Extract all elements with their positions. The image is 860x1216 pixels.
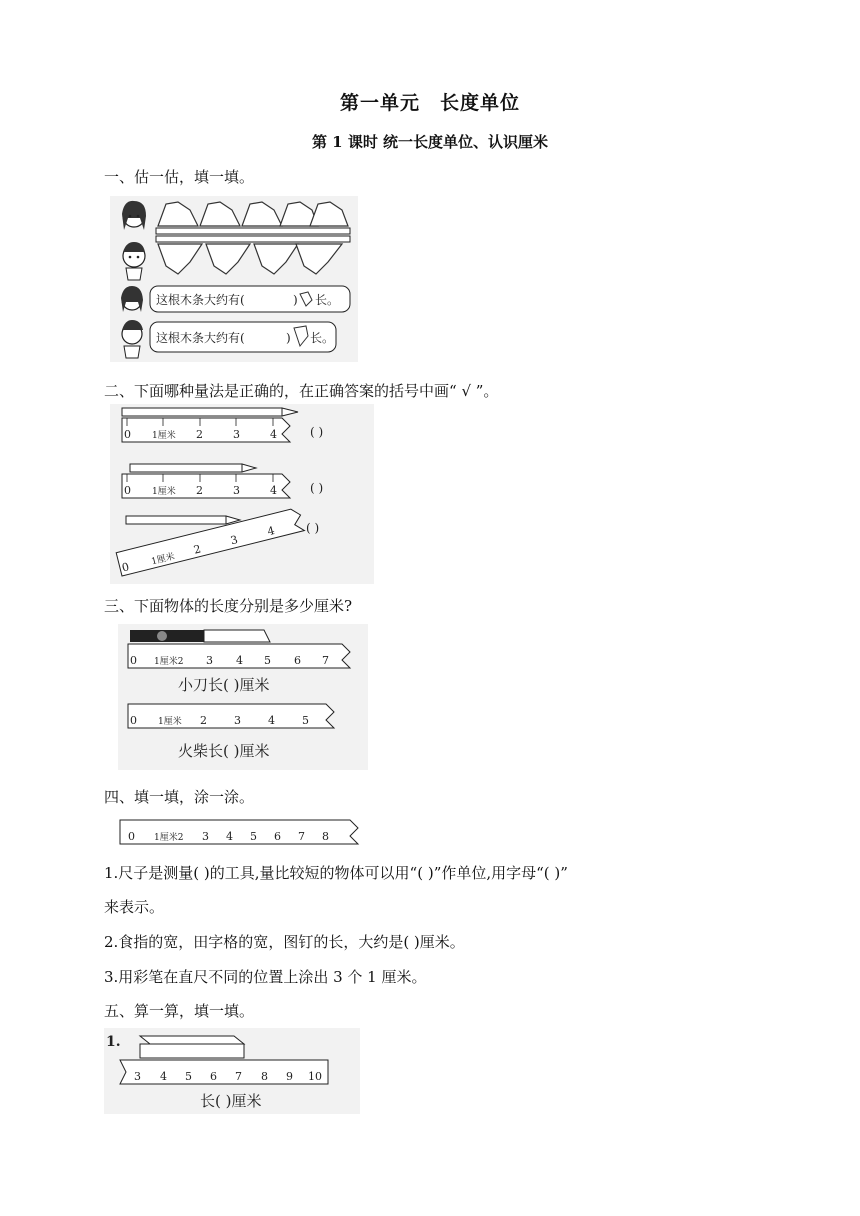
svg-text:0: 0: [130, 714, 137, 727]
svg-text:3: 3: [134, 1070, 141, 1083]
svg-text:0: 0: [130, 654, 137, 667]
svg-text:4: 4: [268, 714, 275, 727]
svg-text:4: 4: [236, 654, 243, 667]
section-4-ruler: [118, 814, 362, 852]
svg-text:长。: 长。: [310, 331, 335, 345]
svg-text:4: 4: [226, 830, 233, 843]
eraser-icon: [140, 1036, 244, 1058]
svg-text:9: 9: [286, 1070, 293, 1083]
answer-blank-b: ( ): [310, 481, 324, 495]
svg-text:10: 10: [308, 1070, 322, 1083]
eraser-ruler: [120, 1060, 328, 1084]
svg-text:0: 0: [128, 830, 135, 843]
section-4-heading: 四、填一填，涂一涂。: [104, 788, 255, 806]
svg-text:1厘米2: 1厘米2: [154, 833, 184, 843]
svg-text:3: 3: [233, 484, 240, 497]
svg-text:1厘米: 1厘米: [150, 551, 176, 568]
svg-text:8: 8: [322, 830, 329, 843]
question-4-1-line-1: 1.尺子是测量( )的工具,量比较短的物体可以用“( )”作单位,用字母“( )”: [104, 864, 568, 882]
svg-text:4: 4: [270, 428, 277, 441]
svg-text:1厘米: 1厘米: [158, 717, 182, 727]
svg-text:5: 5: [250, 830, 257, 843]
hand-span-illustration: [110, 196, 360, 362]
eraser-ruler-illustration: [104, 1028, 362, 1114]
svg-text:1厘米: 1厘米: [152, 431, 176, 441]
knife-and-match-rulers: [118, 624, 370, 770]
section-5-heading: 五、算一算，填一填。: [104, 1002, 255, 1020]
question-4-2: 2.食指的宽，田字格的宽，图钉的长，大约是( )厘米。: [104, 933, 465, 951]
svg-text:1厘米: 1厘米: [152, 487, 176, 497]
svg-text:3: 3: [202, 830, 209, 843]
svg-text:长。: 长。: [315, 293, 340, 307]
svg-text:4: 4: [160, 1070, 167, 1083]
section-2-heading: 二、下面哪种量法是正确的，在正确答案的括号中画“ √ ”。: [104, 382, 499, 400]
svg-text:2: 2: [200, 714, 207, 727]
eraser-caption: 长( )厘米: [200, 1092, 262, 1110]
section-1-heading: 一、估一估，填一填。: [104, 168, 255, 186]
svg-text:2: 2: [192, 542, 203, 557]
question-4-3: 3.用彩笔在直尺不同的位置上涂出 3 个 1 厘米。: [104, 968, 427, 986]
svg-text:0: 0: [120, 560, 131, 575]
svg-text:5: 5: [264, 654, 271, 667]
bubble-1-text: 这根木条大约有(: [156, 293, 245, 307]
section-3-heading: 三、下面物体的长度分别是多少厘米?: [104, 597, 353, 615]
svg-text:7: 7: [235, 1070, 242, 1083]
svg-text:): ): [293, 293, 298, 307]
lesson-subtitle: 第 1 课时 统一长度单位、认识厘米: [311, 133, 549, 151]
svg-text:4: 4: [266, 523, 277, 539]
svg-text:0: 0: [124, 428, 131, 441]
knife-caption: 小刀长( )厘米: [178, 676, 270, 694]
svg-text:8: 8: [261, 1070, 268, 1083]
bubble-2-text: 这根木条大约有(: [156, 331, 245, 345]
svg-text:7: 7: [298, 830, 305, 843]
question-4-1-line-2: 来表示。: [104, 898, 165, 916]
svg-text:): ): [286, 331, 291, 345]
svg-text:2: 2: [196, 428, 203, 441]
match-caption: 火柴长( )厘米: [178, 742, 270, 760]
svg-text:6: 6: [210, 1070, 217, 1083]
page-title: 第一单元 长度单位: [339, 92, 520, 114]
svg-text:3: 3: [229, 533, 240, 548]
svg-text:6: 6: [274, 830, 281, 843]
svg-text:4: 4: [270, 484, 277, 497]
svg-text:7: 7: [322, 654, 329, 667]
svg-text:1厘米2: 1厘米2: [154, 657, 184, 667]
svg-text:3: 3: [233, 428, 240, 441]
svg-text:2: 2: [196, 484, 203, 497]
answer-blank-a: ( ): [310, 425, 324, 439]
svg-text:3: 3: [234, 714, 241, 727]
svg-text:0: 0: [124, 484, 131, 497]
svg-text:6: 6: [294, 654, 301, 667]
ruler-measure-options: [110, 404, 376, 584]
item-number: 1.: [106, 1034, 121, 1050]
knife-icon: [130, 630, 270, 642]
svg-text:3: 3: [206, 654, 213, 667]
svg-text:5: 5: [185, 1070, 192, 1083]
svg-text:5: 5: [302, 714, 309, 727]
answer-blank-c: ( ): [306, 521, 320, 535]
